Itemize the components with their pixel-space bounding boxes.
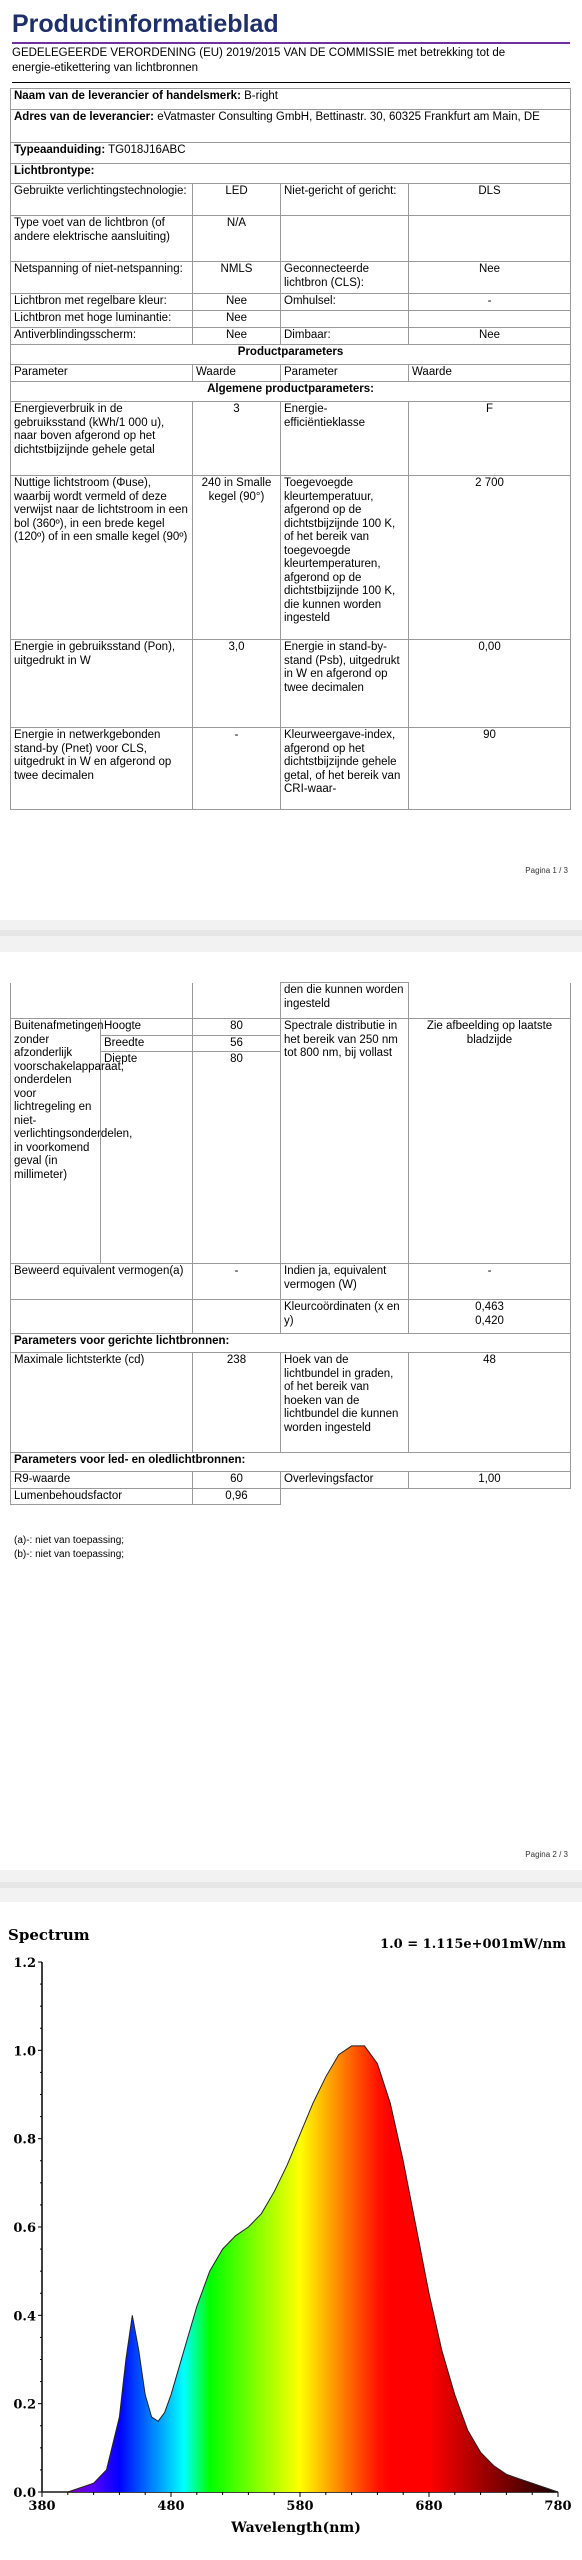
param-cell: Energie in netwerkgebonden stand-by (Pnet) voor CLS, uitgedrukt in W en afgerond op twee decimalen	[11, 728, 193, 810]
y-tick-label: 0.8	[13, 2132, 36, 2148]
value-cell: NMLS	[193, 262, 281, 294]
param-cell: Omhulsel:	[281, 294, 409, 311]
page-separator	[0, 930, 582, 936]
param-cell	[281, 311, 409, 328]
survival-value: 1,00	[409, 1472, 571, 1489]
value-cell: Nee	[409, 328, 571, 345]
footnotes	[14, 1534, 124, 1562]
y-tick-label: 0.4	[13, 2309, 36, 2325]
param-cell: Kleurweergave-index, afgerond op het dichtstbijzijnde gehele getal, of het bereik van CRI-waar-	[281, 728, 409, 810]
value-cell: -	[409, 294, 571, 311]
param-cell	[281, 216, 409, 262]
param-cell: Lichtbron met hoge luminantie:	[11, 311, 193, 328]
x-tick-label: 480	[157, 2499, 185, 2514]
value-cell: 2 700	[409, 476, 571, 640]
x-tick-label: 680	[415, 2499, 443, 2514]
r9-value: 60	[193, 1472, 281, 1489]
info-table-1	[10, 88, 570, 810]
lightsource-type-header: Lichtbrontype:	[11, 164, 571, 184]
value-cell: F	[409, 402, 571, 476]
equiv-label: Beweerd equivalent vermogen(a)	[11, 1264, 193, 1300]
param-cell: Gebruikte verlichtingstechnologie:	[11, 184, 193, 216]
directional-header: Parameters voor gerichte lichtbronnen:	[11, 1334, 571, 1353]
continued-text: den die kunnen worden ingesteld	[281, 983, 409, 1019]
subtitle-rule	[12, 82, 570, 83]
value-cell: 240 in Smalle kegel (90°)	[193, 476, 281, 640]
param-cell: Energieverbruik in de gebruiksstand (kWh/1 000 u), naar boven afgerond op het dichtstbijzijnde gehele getal	[11, 402, 193, 476]
value-cell: Nee	[409, 262, 571, 294]
dim-value: 80	[193, 1052, 281, 1264]
x-axis-label: Wavelength(nm)	[231, 2520, 361, 2536]
footnote-a: (a)-: niet van toepassing;	[14, 1535, 125, 1546]
param-cell: Nuttige lichtstroom (Φuse), waarbij wordt vermeld of deze verwijst naar de lichtstroom in een bol (360º), in een brede kegel (120º) of in een smalle kegel (90º)	[11, 476, 193, 640]
spectral-value: Zie afbeelding op laatste bladzijde	[409, 1019, 571, 1264]
r9-label: R9-waarde	[11, 1472, 193, 1489]
param-cell: Netspanning of niet-netspanning:	[11, 262, 193, 294]
param-cell: Antiverblindingsscherm:	[11, 328, 193, 345]
survival-label: Overlevingsfactor	[281, 1472, 409, 1489]
spectrum-svg	[6, 1922, 576, 2542]
value-cell: 3,0	[193, 640, 281, 728]
chart-annotation: 1.0 = 1.115e+001mW/nm	[380, 1937, 566, 1952]
col-header: Waarde	[409, 365, 571, 382]
value-cell: Nee	[193, 294, 281, 311]
page-number: Pagina 2 / 3	[525, 1850, 568, 1859]
param-cell: Niet-gericht of gericht:	[281, 184, 409, 216]
param-cell: Energie in gebruiksstand (Pon), uitgedrukt in W	[11, 640, 193, 728]
chart-title: Spectrum	[8, 1926, 90, 1944]
value-cell	[409, 216, 571, 262]
spectrum-area	[42, 2046, 558, 2492]
param-cell: Dimbaar:	[281, 328, 409, 345]
y-tick-label: 0.0	[13, 2486, 36, 2501]
dim-name: Diepte	[101, 1052, 193, 1264]
footnote-b: (b)-: niet van toepassing;	[14, 1549, 125, 1560]
chroma-label: Kleurcoördinaten (x en y)	[281, 1300, 409, 1334]
product-params-header: Productparameters	[11, 345, 571, 365]
chroma-x: 0,463	[475, 1301, 504, 1313]
y-tick-label: 1.0	[13, 2044, 36, 2060]
param-cell: Toegevoegde kleurtemperatuur, afgerond op de dichtstbijzijnde 100 K, of het bereik van toegevoegde kleurtemperaturen, afgerond op de dichtstbijzijnde 100 K, die kunnen worden ingesteld	[281, 476, 409, 640]
supplier-address: eVatmaster Consulting GmbH, Bettinastr. 30, 60325 Frankfurt am Main, DE	[157, 111, 540, 123]
col-header: Parameter	[281, 365, 409, 382]
value-cell: N/A	[193, 216, 281, 262]
type-value: TG018J16ABC	[108, 144, 186, 156]
equiv2-value: -	[409, 1264, 571, 1300]
col-header: Parameter	[11, 365, 193, 382]
param-cell: Type voet van de lichtbron (of andere elektrische aansluiting)	[11, 216, 193, 262]
dim-value: 56	[193, 1035, 281, 1052]
x-tick-label: 780	[544, 2499, 572, 2514]
chroma-y: 0,420	[475, 1314, 504, 1327]
x-tick-label: 580	[286, 2499, 314, 2514]
y-tick-label: 0.2	[13, 2397, 36, 2413]
general-params-header: Algemene productparameters:	[11, 382, 571, 402]
page-2	[0, 952, 582, 1870]
y-tick-label: 1.2	[13, 1956, 36, 1971]
param-cell: Energie in stand-by-stand (Psb), uitgedrukt in W en afgerond op twee decimalen	[281, 640, 409, 728]
lumen-value: 0,96	[193, 1488, 281, 1505]
page-1	[0, 0, 582, 920]
param-cell: Lichtbron met regelbare kleur:	[11, 294, 193, 311]
max-intensity-label: Maximale lichtsterkte (cd)	[11, 1353, 193, 1453]
page-title: Productinformatieblad	[12, 10, 279, 38]
value-cell: 0,00	[409, 640, 571, 728]
param-cell: Energie-efficiëntieklasse	[281, 402, 409, 476]
dim-name: Breedte	[101, 1035, 193, 1052]
led-header: Parameters voor led- en oledlichtbronnen:	[11, 1453, 571, 1472]
supplier-address-label: Adres van de leverancier:	[14, 111, 154, 123]
page-number: Pagina 1 / 3	[525, 866, 568, 875]
lumen-label: Lumenbehoudsfactor	[11, 1488, 193, 1505]
param-cell: Geconnecteerde lichtbron (CLS):	[281, 262, 409, 294]
supplier-name-label: Naam van de leverancier of handelsmerk:	[14, 90, 241, 102]
max-intensity-value: 238	[193, 1353, 281, 1453]
value-cell: 3	[193, 402, 281, 476]
equiv2-label: Indien ja, equivalent vermogen (W)	[281, 1264, 409, 1300]
type-label: Typeaanduiding:	[14, 144, 106, 156]
value-cell: Nee	[193, 311, 281, 328]
value-cell: DLS	[409, 184, 571, 216]
y-tick-label: 0.6	[13, 2221, 36, 2236]
info-table-2	[10, 982, 570, 1505]
page-3	[0, 1902, 582, 2560]
supplier-name: B-right	[244, 90, 278, 102]
equiv-value: -	[193, 1264, 281, 1300]
value-cell: -	[193, 728, 281, 810]
value-cell: 90	[409, 728, 571, 810]
dim-name: Hoogte	[101, 1019, 193, 1036]
regulation-subtitle: GEDELEGEERDE VERORDENING (EU) 2019/2015 VAN DE COMMISSIE met betrekking tot de energie-etikettering van lichtbronnen	[12, 47, 506, 74]
value-cell	[409, 311, 571, 328]
dim-value: 80	[193, 1019, 281, 1036]
col-header: Waarde	[193, 365, 281, 382]
title-rule	[12, 42, 570, 44]
beam-angle-value: 48	[409, 1353, 571, 1453]
spectrum-chart	[6, 1922, 576, 2542]
value-cell: Nee	[193, 328, 281, 345]
value-cell: LED	[193, 184, 281, 216]
page-separator	[0, 1882, 582, 1888]
beam-angle-label: Hoek van de lichtbundel in graden, of het bereik van hoeken van de lichtbundel die kunnen worden ingesteld	[281, 1353, 409, 1453]
x-tick-label: 380	[28, 2499, 56, 2514]
spectral-label: Spectrale distributie in het bereik van 250 nm tot 800 nm, bij vollast	[281, 1019, 409, 1264]
dimensions-label: Buitenafmetingen zonder afzonderlijk voorschakelapparaat, onderdelen voor lichtregeling en niet-verlichtingsonderdelen, in voorkomend geval (in millimeter)	[11, 1019, 101, 1264]
